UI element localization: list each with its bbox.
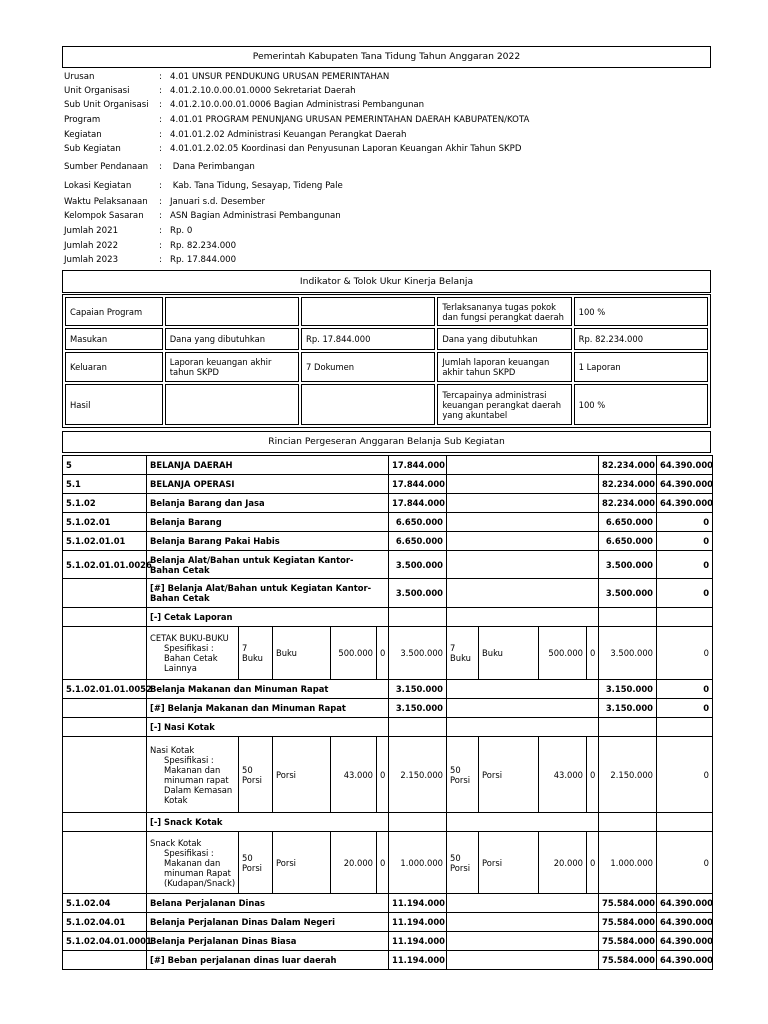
spacer [447,718,599,737]
budget-row [63,913,713,932]
spacer [63,608,147,627]
spacer [447,608,599,627]
indikator-row-capaian [65,297,708,326]
price-after: 500.000 [539,627,587,680]
amount-before: 11.194.000 [389,932,447,951]
unit-after: Porsi [479,832,539,894]
group-row [63,718,713,737]
document-title: Pemerintah Kabupaten Tana Tidung Tahun Anggaran 2022 [62,46,711,68]
account-code: 5.1.02.01.01.0052 [63,680,147,699]
unit-before: Porsi [273,832,331,894]
spacer [447,513,599,532]
item-spec: Makanan dan minuman Rapat (Kudapan/Snack) [164,857,236,888]
amount-after: 82.234.000 [599,494,657,513]
account-code: 5.1.02.01.01 [63,532,147,551]
account-name: [#] Belanja Makanan dan Minuman Rapat [147,699,389,718]
unit-before: Porsi [273,737,331,813]
indikator-target-before: Dana yang dibutuhkan [165,328,299,350]
spacer [447,680,599,699]
spacer [63,832,147,894]
amount-diff: 0 [657,513,713,532]
price-before: 500.000 [331,627,377,680]
account-name: Belanja Barang dan Jasa [147,494,389,513]
indikator-target-before: Laporan keuangan akhir tahun SKPD [165,352,299,382]
spacer [447,813,599,832]
price-before: 43.000 [331,737,377,813]
account-code: 5.1.02.04.01.0001 [63,932,147,951]
account-code: 5 [63,456,147,475]
indikator-label: Capaian Program [65,297,163,326]
indikator-row-masukan [65,328,708,350]
amount-diff: 64.390.000 [657,913,713,932]
account-code: 5.1.02.04 [63,894,147,913]
amount-before: 6.650.000 [389,513,447,532]
indikator-target-before [165,297,299,326]
tax-after: 0 [587,737,599,813]
budget-row [63,894,713,913]
budget-row [63,532,713,551]
spacer [389,608,447,627]
spacer [447,475,599,494]
amount-before: 11.194.000 [389,894,447,913]
amount-after: 3.500.000 [599,579,657,608]
volume-before: 50 Porsi [239,737,273,813]
amount-diff: 0 [657,832,713,894]
tax-after: 0 [587,627,599,680]
total-after: 3.500.000 [599,627,657,680]
indikator-label: Hasil [65,384,163,425]
indikator-title: Indikator & Tolok Ukur Kinerja Belanja [62,270,711,293]
item-spec-label: Spesifikasi : [164,754,214,765]
volume-after: 7 Buku [447,627,479,680]
amount-after: 75.584.000 [599,913,657,932]
spacer [447,932,599,951]
total-after: 2.150.000 [599,737,657,813]
price-after: 43.000 [539,737,587,813]
volume-before: 50 Porsi [239,832,273,894]
spacer [447,456,599,475]
account-code: 5.1.02.04.01 [63,913,147,932]
indikator-value-after: 100 % [574,297,708,326]
amount-diff: 0 [657,680,713,699]
indikator-value-before [301,297,435,326]
amount-after: 82.234.000 [599,456,657,475]
amount-before: 17.844.000 [389,456,447,475]
amount-diff: 0 [657,627,713,680]
amount-after: 75.584.000 [599,894,657,913]
amount-after: 3.150.000 [599,680,657,699]
detail-row [63,627,713,680]
indikator-row-keluaran [65,352,708,382]
spacer [599,718,657,737]
amount-before: 11.194.000 [389,913,447,932]
item-title: Snack Kotak [150,837,202,848]
tax-before: 0 [377,737,389,813]
spacer [63,699,147,718]
spacer [447,579,599,608]
group-row [63,608,713,627]
item-description [147,832,239,894]
spacer [389,813,447,832]
total-before: 1.000.000 [389,832,447,894]
account-name: Belanja Alat/Bahan untuk Kegiatan Kantor- Bahan Cetak [147,551,389,579]
account-name: Belana Perjalanan Dinas [147,894,389,913]
spacer [447,951,599,970]
spacer [447,532,599,551]
amount-diff: 0 [657,532,713,551]
account-code: 5.1.02.01.01.0026 [63,551,147,579]
price-after: 20.000 [539,832,587,894]
amount-diff: 64.390.000 [657,456,713,475]
unit-after: Buku [479,627,539,680]
spacer [63,737,147,813]
amount-before: 3.500.000 [389,551,447,579]
indikator-label: Keluaran [65,352,163,382]
indikator-table [62,294,711,428]
spacer [63,813,147,832]
amount-diff: 0 [657,551,713,579]
indikator-label: Masukan [65,328,163,350]
indikator-value-after: 100 % [574,384,708,425]
detail-row [63,832,713,894]
amount-before: 6.650.000 [389,532,447,551]
amount-diff: 64.390.000 [657,475,713,494]
spacer [657,718,713,737]
amount-diff: 64.390.000 [657,932,713,951]
tax-after: 0 [587,832,599,894]
volume-before: 7 Buku [239,627,273,680]
amount-after: 6.650.000 [599,532,657,551]
amount-diff: 64.390.000 [657,951,713,970]
tax-before: 0 [377,832,389,894]
amount-before: 3.500.000 [389,579,447,608]
budget-row [63,579,713,608]
volume-after: 50 Porsi [447,832,479,894]
indikator-value-after: Rp. 82.234.000 [574,328,708,350]
rincian-title: Rincian Pergeseran Anggaran Belanja Sub Kegiatan [62,431,711,453]
indikator-value-after: 1 Laporan [574,352,708,382]
spacer [447,494,599,513]
amount-after: 75.584.000 [599,951,657,970]
spacer [63,627,147,680]
budget-row [63,551,713,579]
amount-after: 82.234.000 [599,475,657,494]
indikator-target-after: Tercapainya administrasi keuangan perangkat daerah yang akuntabel [437,384,571,425]
detail-row [63,737,713,813]
spacer [599,813,657,832]
total-before: 3.500.000 [389,627,447,680]
account-name: Belanja Barang Pakai Habis [147,532,389,551]
item-spec: Makanan dan minuman rapat Dalam Kemasan Kotak [164,764,233,805]
budget-row [63,932,713,951]
account-name: BELANJA DAERAH [147,456,389,475]
amount-diff: 64.390.000 [657,894,713,913]
indikator-row-hasil [65,384,708,425]
tax-before: 0 [377,627,389,680]
account-name: [#] Beban perjalanan dinas luar daerah [147,951,389,970]
item-description [147,737,239,813]
budget-row [63,680,713,699]
account-code: 5.1 [63,475,147,494]
spacer [447,699,599,718]
budget-row [63,951,713,970]
price-before: 20.000 [331,832,377,894]
indikator-target-before [165,384,299,425]
budget-row [63,475,713,494]
budget-row [63,494,713,513]
indikator-target-after: Jumlah laporan keuangan akhir tahun SKPD [437,352,571,382]
spacer [447,913,599,932]
group-name: [-] Snack Kotak [147,813,389,832]
total-after: 1.000.000 [599,832,657,894]
budget-row [63,456,713,475]
amount-diff: 0 [657,579,713,608]
account-name: Belanja Makanan dan Minuman Rapat [147,680,389,699]
amount-after: 3.500.000 [599,551,657,579]
amount-before: 3.150.000 [389,699,447,718]
amount-before: 3.150.000 [389,680,447,699]
indikator-value-before: Rp. 17.844.000 [301,328,435,350]
amount-diff: 64.390.000 [657,494,713,513]
volume-after: 50 Porsi [447,737,479,813]
item-title: Nasi Kotak [150,744,195,755]
amount-diff: 0 [657,737,713,813]
rincian-table [62,455,713,970]
group-name: [-] Nasi Kotak [147,718,389,737]
item-spec-label: Spesifikasi : [164,643,214,653]
total-before: 2.150.000 [389,737,447,813]
budget-row [63,699,713,718]
unit-before: Buku [273,627,331,680]
account-name: Belanja Barang [147,513,389,532]
spacer [63,718,147,737]
spacer [657,608,713,627]
account-name: Belanja Perjalanan Dinas Biasa [147,932,389,951]
unit-after: Porsi [479,737,539,813]
amount-before: 11.194.000 [389,951,447,970]
amount-after: 3.150.000 [599,699,657,718]
account-name: [#] Belanja Alat/Bahan untuk Kegiatan Kantor- Bahan Cetak [147,579,389,608]
account-name: BELANJA OPERASI [147,475,389,494]
spacer [599,608,657,627]
indikator-target-after: Terlaksananya tugas pokok dan fungsi perangkat daerah [437,297,571,326]
indikator-value-before: 7 Dokumen [301,352,435,382]
spacer [657,813,713,832]
group-name: [-] Cetak Laporan [147,608,389,627]
budget-row [63,513,713,532]
account-name: Belanja Perjalanan Dinas Dalam Negeri [147,913,389,932]
item-spec-label: Spesifikasi : [164,847,214,858]
amount-before: 17.844.000 [389,475,447,494]
account-code: 5.1.02.01 [63,513,147,532]
amount-before: 17.844.000 [389,494,447,513]
item-description [147,627,239,680]
spacer [389,718,447,737]
spacer [447,894,599,913]
indikator-value-before [301,384,435,425]
amount-after: 75.584.000 [599,932,657,951]
indikator-target-after: Dana yang dibutuhkan [437,328,571,350]
amount-diff: 0 [657,699,713,718]
spacer [63,579,147,608]
spacer [63,951,147,970]
amount-after: 6.650.000 [599,513,657,532]
account-code: 5.1.02 [63,494,147,513]
item-spec: Bahan Cetak Lainnya [164,653,218,673]
group-row [63,813,713,832]
spacer [447,551,599,579]
item-title: CETAK BUKU-BUKU [150,633,229,643]
